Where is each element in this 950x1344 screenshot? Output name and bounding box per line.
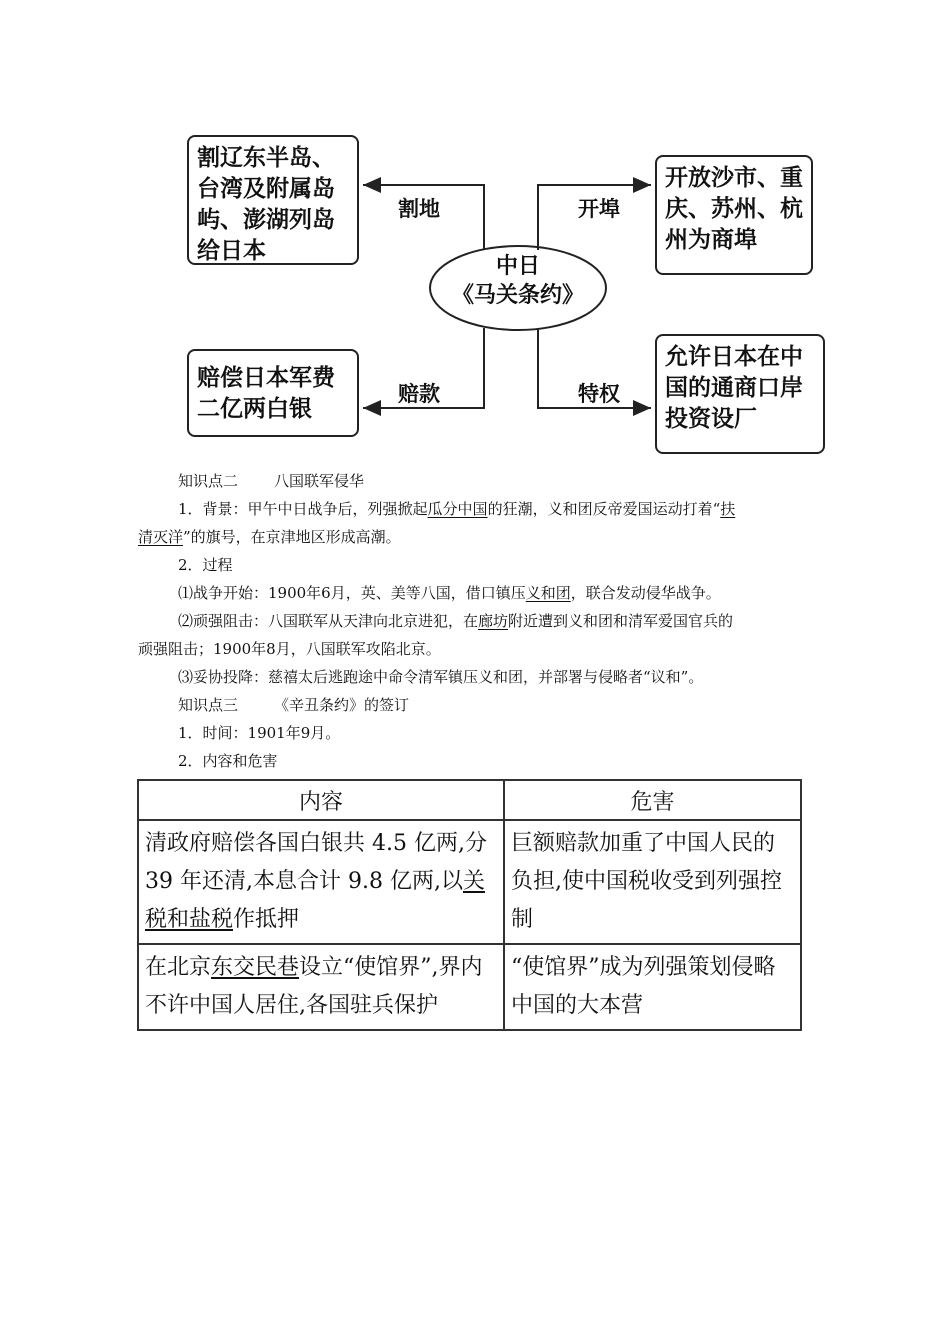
box-line: 允许日本在中 <box>665 344 803 370</box>
process-item-2-cont: 顽强阻击；1900年8月，八国联军攻陷北京。 <box>138 640 441 658</box>
table-cell: 巨额赔款加重了中国人民的负担,使中国税收受到列强控制 <box>504 820 801 944</box>
treaty-content-table <box>137 779 802 1031</box>
table-cell <box>138 820 504 944</box>
heading-title: 八国联军侵华 <box>274 472 365 490</box>
table-cell <box>138 944 504 1030</box>
underlined-term: 关税和盐税 <box>145 869 485 932</box>
text-run: 附近遭到义和团和清军爱国官兵的 <box>508 612 734 630</box>
table-header-row <box>138 780 801 820</box>
box-line: 州为商埠 <box>665 227 757 253</box>
table-cell: “使馆界”成为列强策划侵略中国的大本营 <box>504 944 801 1030</box>
text-run: ⑵顽强阻击：八国联军从天津向北京进犯，在 <box>178 612 479 630</box>
heading-point2 <box>138 467 828 495</box>
underlined-term: 瓜分中国 <box>427 500 488 518</box>
box-line: 开放沙市、重 <box>665 165 803 191</box>
treaty-title <box>433 252 603 310</box>
privilege-box <box>655 334 825 454</box>
underlined-term: 义和团 <box>525 584 571 602</box>
underlined-term: 廊坊 <box>478 612 509 630</box>
box-line: 国的通商口岸 <box>665 375 803 401</box>
text-run: 1．背景：甲午中日战争后，列强掀起 <box>178 500 428 518</box>
treaty-diagram <box>0 0 950 470</box>
process-title: 2．过程 <box>178 556 233 574</box>
heading-point3 <box>138 691 828 719</box>
heading-title: 《辛丑条约》的签订 <box>274 696 410 714</box>
underlined-term: 清灭洋 <box>138 528 184 546</box>
table-row <box>138 820 801 944</box>
indemnity-box <box>187 349 359 437</box>
text-run: 在北京 <box>145 955 212 980</box>
text-run: 清政府赔偿各国白银共 4.5 亿两,分 39 年还清,本息合计 9.8 亿两,以 <box>145 831 487 894</box>
text-run: 作抵押 <box>233 907 300 932</box>
background-paragraph-cont <box>138 523 828 551</box>
open-ports-box <box>655 155 813 275</box>
text-run: 设立“使馆界”,界内不许中国人居住,各国驻兵保护 <box>145 955 483 1018</box>
underlined-term: 东交民巷 <box>211 955 300 980</box>
box-line: 赔偿日本军费 <box>197 365 335 391</box>
ceded-territory-box <box>187 135 359 265</box>
treaty-title-line2: 《马关条约》 <box>451 283 584 308</box>
label-ceded: 割地 <box>398 197 440 221</box>
box-line: 台湾及附属岛 <box>197 176 335 202</box>
box-line: 投资设厂 <box>665 406 757 432</box>
table-header: 内容 <box>138 780 504 820</box>
process-item-1 <box>138 579 828 607</box>
table-header: 危害 <box>504 780 801 820</box>
heading-number: 知识点二 <box>178 472 239 490</box>
background-paragraph <box>138 495 828 523</box>
underlined-term: 扶 <box>720 500 736 518</box>
text-run: 的狂潮，义和团反帝爱国运动打着“ <box>487 500 721 518</box>
box-line: 屿、澎湖列岛 <box>197 207 335 233</box>
content-title: 2．内容和危害 <box>178 752 278 770</box>
treaty-title-line1: 中日 <box>495 254 540 279</box>
text-run: ”的旗号，在京津地区形成高潮。 <box>183 528 401 546</box>
label-privilege: 特权 <box>578 382 620 406</box>
box-line: 庆、苏州、杭 <box>665 196 803 222</box>
process-item-2 <box>138 607 828 635</box>
time-line: 1．时间：1901年9月。 <box>178 724 341 742</box>
box-line: 二亿两白银 <box>197 396 312 422</box>
label-indemnity: 赔款 <box>398 382 440 406</box>
section-point2 <box>138 467 828 775</box>
text-run: ，联合发动侵华战争。 <box>570 584 721 602</box>
box-line: 给日本 <box>197 238 266 264</box>
heading-number: 知识点三 <box>178 696 239 714</box>
process-item-3: ⑶妥协投降：慈禧太后逃跑途中命令清军镇压义和团，并部署与侵略者“议和”。 <box>178 668 704 686</box>
text-run: ⑴战争开始：1900年6月，英、美等八国，借口镇压 <box>178 584 526 602</box>
table-row <box>138 944 801 1030</box>
label-ports: 开埠 <box>578 197 620 221</box>
box-line: 割辽东半岛、 <box>197 145 335 171</box>
